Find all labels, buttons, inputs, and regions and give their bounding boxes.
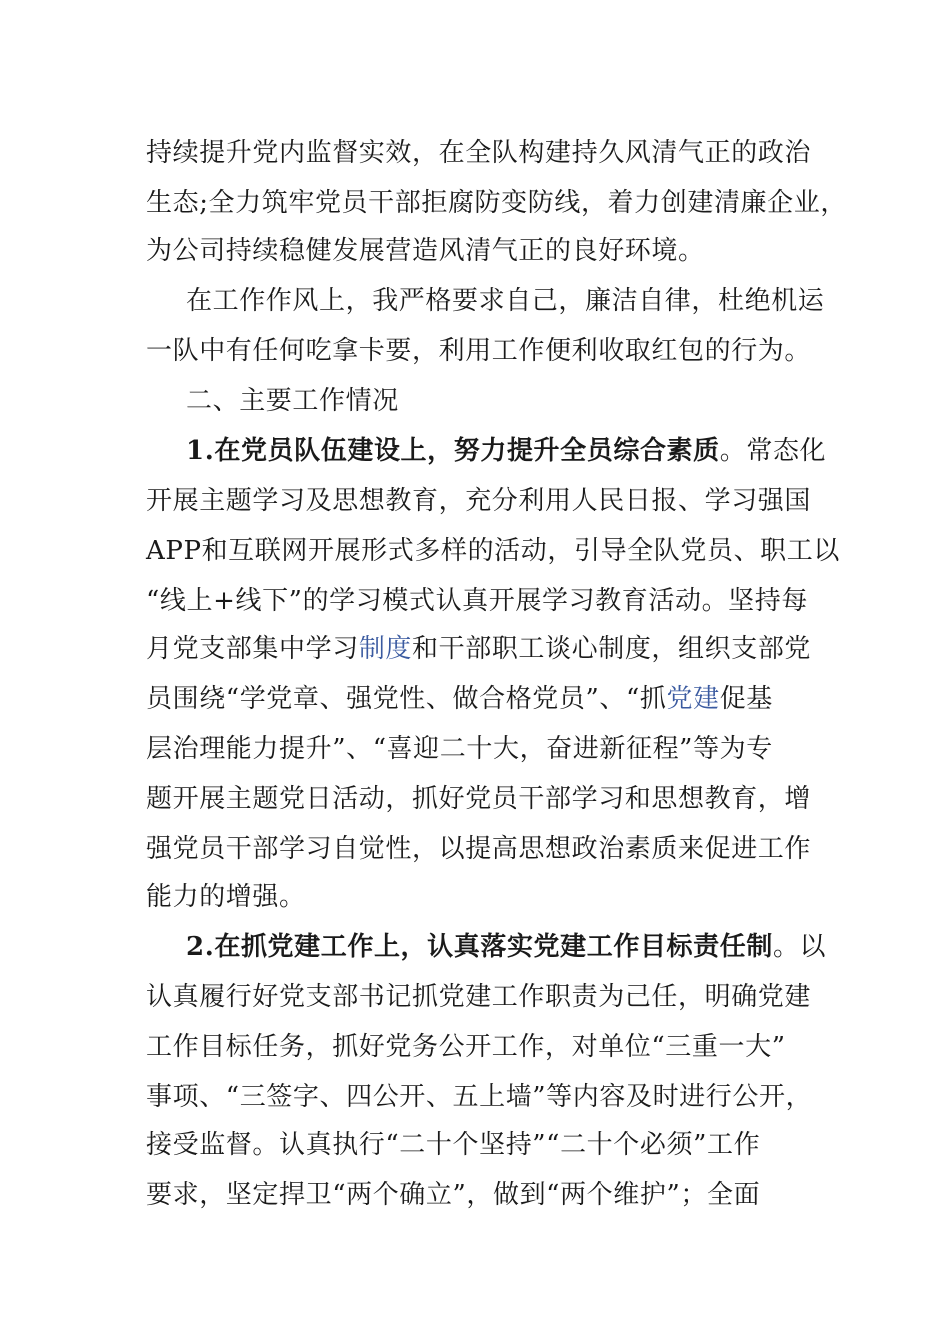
hyperlink[interactable]: 党建 [666, 684, 720, 714]
bold-lead-text: 1.在党员队伍建设上，努力提升全员综合素质 [186, 436, 720, 466]
text-line: 在工作作风上，我严格要求自己，廉洁自律，杜绝机运 [186, 286, 825, 316]
text-span: 和干部职工谈心制度，组织支部党 [412, 634, 812, 664]
text-line: 持续提升党内监督实效，在全队构建持久风清气正的政治 [146, 138, 812, 168]
text-span: 促基 [719, 684, 773, 714]
text-line: 工作目标任务，抓好党务公开工作，对单位“三重一大” [146, 1032, 786, 1062]
text-line: 接受监督。认真执行“二十个坚持”“二十个必须”工作 [146, 1130, 761, 1160]
text-line [146, 634, 811, 664]
text-span: 员围绕“学党章、强党性、做合格党员”、“抓 [146, 684, 667, 714]
text-line [146, 684, 773, 714]
text-line: 要求，坚定捍卫“两个确立”，做到“两个维护”；全面 [146, 1180, 761, 1210]
text-line: 题开展主题党日活动，抓好党员干部学习和思想教育，增 [146, 784, 812, 814]
text-line: 事项、“三签字、四公开、五上墙”等内容及时进行公开， [146, 1082, 813, 1112]
text-line: 认真履行好党支部书记抓党建工作职责为己任，明确党建 [146, 982, 812, 1012]
hyperlink[interactable]: 制度 [358, 634, 413, 664]
text-span: 月党支部集中学习 [146, 634, 359, 664]
section-heading: 二、主要工作情况 [186, 386, 399, 416]
text-line: 为公司持续稳健发展营造风清气正的良好环境。 [146, 236, 705, 266]
text-line: 强党员干部学习自觉性，以提高思想政治素质来促进工作 [146, 834, 812, 864]
text-line: 能力的增强。 [146, 882, 306, 912]
text-line: “线上+线下”的学习模式认真开展学习教育活动。坚持每 [146, 586, 808, 616]
text-span: 。常态化 [719, 436, 827, 466]
text-line: 生态;全力筑牢党员干部拒腐防变防线，着力创建清廉企业， [146, 188, 847, 218]
text-line: 开展主题学习及思想教育，充分利用人民日报、学习强国 [146, 486, 812, 516]
text-span: 。以 [772, 932, 827, 962]
text-line: 层治理能力提升”、“喜迎二十大，奋进新征程”等为专 [146, 734, 773, 764]
text-line [186, 436, 826, 466]
text-line: APP和互联网开展形式多样的活动，引导全队党员、职工以 [146, 536, 840, 566]
bold-lead-text: 2.在抓党建工作上，认真落实党建工作目标责任制 [186, 932, 773, 962]
text-line [186, 932, 826, 962]
text-line: 一队中有任何吃拿卡要，利用工作便利收取红包的行为。 [146, 336, 812, 366]
